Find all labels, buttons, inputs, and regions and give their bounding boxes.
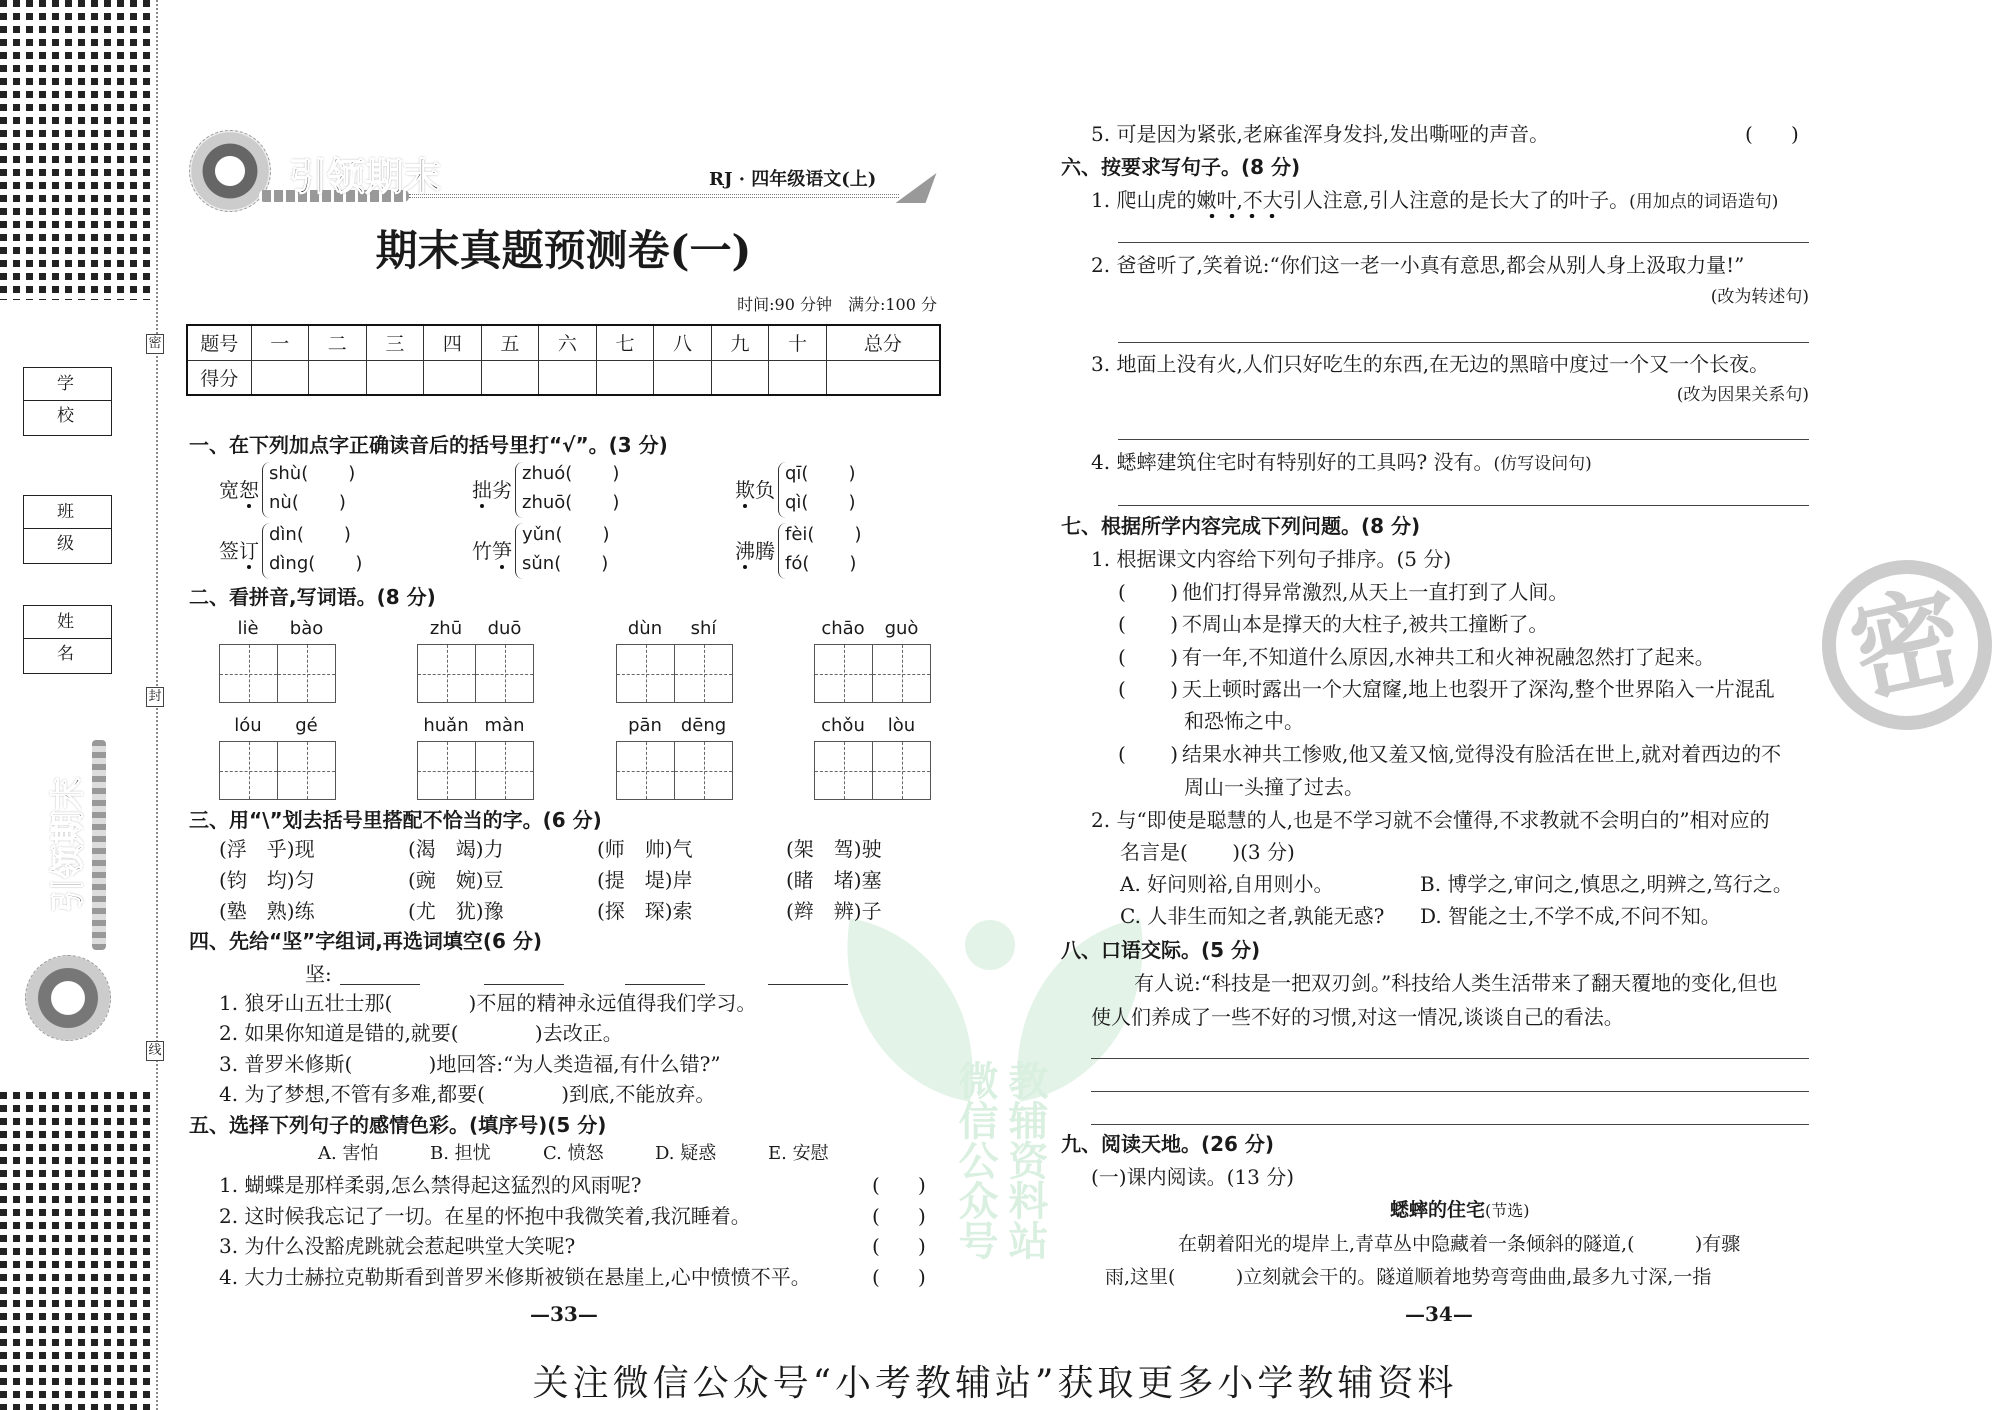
stamp-text: 密 (1839, 570, 1975, 720)
name-field[interactable] (23, 605, 112, 674)
emphasis-dots (1202, 214, 1282, 218)
order-item: 有一年,不知道什么原因,水神共工和火神祝融忽然打了起来。 (1182, 645, 1715, 669)
dotted-char: 沸 (735, 539, 755, 563)
pinyin-option[interactable]: sǔn( ) (522, 553, 609, 574)
emotion-item: 1. 蝴蝶是那样柔弱,怎么禁得起这猛烈的风雨呢? (219, 1173, 642, 1197)
section-7-title: 七、根据所学内容完成下列问题。(8 分) (1061, 514, 1421, 538)
section-5-title: 五、选择下列句子的感情色彩。(填序号)(5 分) (189, 1113, 607, 1137)
score-cell[interactable] (366, 360, 424, 395)
sentence-text: 4. 蟋蟀建筑住宅时有特别好的工具吗? 没有。 (1091, 450, 1494, 474)
sidebar-logo (40, 740, 120, 1040)
emotion-option: C. 愤怒 (543, 1143, 604, 1164)
choice-b: B. 博学之,审问之,慎思之,明辨之,笃行之。 (1420, 872, 1793, 896)
section-9-title: 九、阅读天地。(26 分) (1061, 1132, 1275, 1156)
emotion-option: D. 疑惑 (655, 1143, 717, 1164)
section-6-title: 六、按要求写句子。(8 分) (1061, 155, 1301, 179)
score-cell[interactable] (769, 360, 827, 395)
question-7-2-cont: 名言是( )(3 分) (1120, 840, 1295, 864)
pinyin-option[interactable]: shù( ) (269, 463, 356, 484)
pinyin-syllable: chāo (821, 618, 865, 639)
emotion-item: 5. 可是因为紧张,老麻雀浑身发抖,发出嘶哑的声音。 (1091, 122, 1550, 146)
dotted-char: 欺 (735, 478, 755, 502)
sentence-text: 3. 地面上没有火,人们只好吃生的东西,在无边的黑暗中度过一个又一个长夜。 (1091, 352, 1770, 376)
col-header: 七 (596, 325, 654, 360)
order-paren[interactable]: ( ) (1118, 580, 1179, 604)
order-item: 不周山本是撑天的大柱子,被共工撞断了。 (1182, 612, 1549, 636)
answer-line[interactable] (1118, 439, 1809, 440)
class-label: 班 级 (24, 496, 111, 529)
exam-title: 期末真题预测卷(一) (375, 226, 752, 275)
pinyin-syllable: bào (289, 618, 324, 639)
order-paren[interactable]: ( ) (1118, 612, 1179, 636)
pinyin-word (472, 478, 512, 502)
fill-item: 1. 狼牙山五壮士那( )不屈的精神永远值得我们学习。 (219, 991, 757, 1015)
pinyin-option[interactable]: nù( ) (269, 492, 346, 513)
writing-grid[interactable] (814, 644, 931, 703)
answer-blank[interactable] (340, 984, 420, 985)
emotion-item: 3. 为什么没豁虎跳就会惹起哄堂大笑呢? (219, 1234, 576, 1258)
seal-mark-mi: 密 (146, 334, 164, 354)
answer-line[interactable] (1118, 342, 1809, 343)
pinyin-option[interactable]: fèi( ) (785, 524, 862, 545)
order-paren[interactable]: ( ) (1118, 677, 1179, 701)
order-item: 天上顿时露出一个大窟窿,地上也裂开了深沟,整个世界陷入一片混乱 (1182, 677, 1775, 701)
answer-line[interactable] (1118, 505, 1809, 506)
char-pair-item[interactable]: (渴 竭)力 (408, 837, 504, 861)
pinyin-syllable: gé (295, 715, 318, 736)
pinyin-syllable: duō (487, 618, 522, 639)
order-paren[interactable]: ( ) (1118, 742, 1179, 766)
fill-item: 3. 普罗米修斯( )地回答:“为人类造福,有什么错?” (219, 1052, 721, 1076)
section-4-title: 四、先给“坚”字组词,再选词填空(6 分) (189, 929, 543, 953)
answer-blank[interactable] (625, 984, 705, 985)
writing-grid[interactable] (417, 644, 534, 703)
writing-grid[interactable] (616, 741, 733, 800)
col-header: 五 (481, 325, 539, 360)
score-header-row (187, 325, 940, 360)
fill-item: 4. 为了梦想,不管有多难,都要( )到底,不能放弃。 (219, 1082, 716, 1106)
pinyin-syllable: zhū (429, 618, 463, 639)
grid-cell[interactable] (815, 645, 873, 702)
word-char: 宽 (219, 478, 239, 502)
prompt-line: 使人们养成了一些不好的习惯,对这一情况,谈谈自己的看法。 (1091, 1005, 1624, 1029)
passage-line: 在朝着阳光的堤岸上,青草丛中隐藏着一条倾斜的隧道,( )有骤 (1178, 1233, 1741, 1255)
pinyin-syllable: shí (690, 618, 717, 639)
answer-paren[interactable]: ( ) (1745, 122, 1799, 146)
pinyin-syllable: lòu (887, 715, 916, 736)
char-pair-item[interactable]: (架 驾)驶 (786, 837, 882, 861)
watermark-line1: 微信公众号 (952, 1060, 998, 1260)
grid-cell[interactable] (476, 645, 533, 702)
seal-mark-xian: 线 (146, 1041, 164, 1061)
pinyin-option[interactable]: dìng( ) (269, 553, 363, 574)
col-header: 九 (711, 325, 769, 360)
sentence-text: 2. 爸爸听了,笑着说:“你们这一老一小真有意思,都会从别人身上汲取力量!” (1091, 253, 1745, 277)
answer-paren[interactable]: ( ) (872, 1173, 926, 1197)
exam-meta: 时间:90 分钟 满分:100 分 (737, 295, 937, 314)
score-cell[interactable] (654, 360, 712, 395)
passage-note: (节选) (1485, 1201, 1530, 1220)
pinyin-word (735, 478, 775, 502)
col-header: 总分 (826, 325, 940, 360)
answer-blank[interactable] (484, 984, 564, 985)
char-pair-item[interactable]: (辫 辨)子 (786, 899, 882, 923)
col-header: 六 (539, 325, 597, 360)
word-char: 劣 (492, 478, 512, 502)
pinyin-word (219, 478, 259, 502)
emblem-icon (189, 130, 271, 212)
score-cell[interactable] (596, 360, 654, 395)
score-cell[interactable] (826, 360, 940, 395)
dotted-char: 笋 (492, 539, 512, 563)
answer-line[interactable] (1091, 1124, 1809, 1125)
section-8-title: 八、口语交际。(5 分) (1061, 938, 1261, 962)
emotion-option: E. 安慰 (768, 1143, 829, 1164)
grid-cell[interactable] (418, 742, 476, 799)
paper-plane-icon (896, 173, 937, 203)
writing-grid[interactable] (814, 741, 931, 800)
order-item-cont: 周山一头撞了过去。 (1184, 775, 1364, 799)
seal-mark-feng: 封 (146, 687, 164, 707)
pinyin-word (735, 539, 775, 563)
sentence-hint: (用加点的词语造句) (1629, 192, 1779, 212)
char-pair-item[interactable]: (钧 均)匀 (219, 868, 315, 892)
score-cell[interactable] (481, 360, 539, 395)
grid-cell[interactable] (617, 742, 675, 799)
series-label: RJ · 四年级语文(上) (709, 169, 877, 190)
emotion-option: B. 担忧 (430, 1143, 491, 1164)
score-cell[interactable] (424, 360, 482, 395)
answer-line[interactable] (1091, 1091, 1809, 1092)
watermark-line2: 教辅资料站 (1002, 1060, 1048, 1260)
page-number-right: —34— (1405, 1302, 1473, 1326)
word-char: 负 (755, 478, 775, 502)
dotted-char: 拙 (472, 478, 492, 502)
passage-line: 雨,这里( )立刻就会干的。隧道顺着地势弯弯曲曲,最多九寸深,一指 (1105, 1266, 1712, 1288)
score-cell[interactable] (251, 360, 309, 395)
pinyin-word (219, 539, 259, 563)
fill-item: 2. 如果你知道是错的,就要( )去改正。 (219, 1021, 623, 1045)
page-number-left: —33— (530, 1302, 598, 1326)
char-pair-item[interactable]: (探 琛)索 (597, 899, 693, 923)
pinyin-option[interactable]: fó( ) (785, 553, 857, 574)
char-pair-item[interactable]: (尤 犹)豫 (408, 899, 504, 923)
sentence-item (1091, 188, 1778, 214)
col-header: 四 (424, 325, 482, 360)
pinyin-option[interactable]: yǔn( ) (522, 524, 610, 545)
sidebar-logo-text: 引领期末 (48, 776, 89, 913)
pinyin-option[interactable]: zhuó( ) (522, 463, 620, 484)
col-header: 十 (769, 325, 827, 360)
question-7-2: 2. 与“即使是聪慧的人,也是不学习就不会懂得,不求教就不会明白的”相对应的 (1091, 808, 1770, 832)
pinyin-syllable: pān (628, 715, 662, 736)
reading-subtitle: (一)课内阅读。(13 分) (1091, 1165, 1295, 1189)
emotion-item: 4. 大力士赫拉克勒斯看到普罗米修斯被锁在悬崖上,心中愤愤不平。 (219, 1265, 811, 1289)
grid-cell[interactable] (278, 645, 335, 702)
question-7-1: 1. 根据课文内容给下列句子排序。(5 分) (1091, 547, 1452, 571)
answer-paren[interactable]: ( ) (872, 1265, 926, 1289)
emblem-icon (25, 955, 111, 1041)
pinyin-option[interactable]: qī( ) (785, 463, 856, 484)
grid-cell[interactable] (220, 742, 278, 799)
sentence-item (1091, 450, 1592, 476)
char-pair-item[interactable]: (提 堤)岸 (597, 868, 693, 892)
brand-title: 引领期末 (289, 155, 442, 199)
confidential-stamp (1806, 544, 2000, 746)
answer-line[interactable] (1118, 242, 1809, 243)
word-char: 竹 (472, 539, 492, 563)
writing-grid[interactable] (616, 644, 733, 703)
perforation-top (0, 0, 150, 300)
grid-cell[interactable] (278, 742, 335, 799)
pinyin-syllable: guò (884, 618, 919, 639)
pinyin-word (472, 539, 512, 563)
order-item-cont: 和恐怖之中。 (1184, 709, 1304, 733)
writing-grid[interactable] (219, 741, 336, 800)
emotion-item: 2. 这时候我忘记了一切。在星的怀抱中我微笑着,我沉睡着。 (219, 1204, 751, 1228)
sentence-hint: (改为转述句) (1710, 287, 1809, 307)
pinyin-syllable: lóu (234, 715, 262, 736)
pinyin-syllable: dēng (680, 715, 727, 736)
grid-cell[interactable] (418, 645, 476, 702)
grid-cell[interactable] (675, 645, 732, 702)
answer-line[interactable] (1091, 1058, 1809, 1059)
school-label: 学 校 (24, 368, 111, 401)
sentence-hint: (改为因果关系句) (1676, 385, 1809, 405)
score-table (186, 324, 941, 396)
sentence-text: 1. 爬山虎的嫩叶,不大引人注意,引人注意的是长大了的叶子。 (1091, 188, 1630, 212)
section-1-title: 一、在下列加点字正确读音后的括号里打“√”。(3 分) (189, 433, 668, 457)
dotted-char: 订 (239, 539, 259, 563)
passage-title (1390, 1198, 1530, 1223)
writing-grid[interactable] (417, 741, 534, 800)
col-header: 八 (654, 325, 712, 360)
choice-d: D. 智能之士,不学不成,不问不知。 (1420, 904, 1721, 928)
footer-promo: 关注微信公众号“小考教辅站”获取更多小学教辅资料 (532, 1363, 1458, 1404)
grid-cell[interactable] (476, 742, 533, 799)
order-item: 他们打得异常激烈,从天上一直打到了人间。 (1182, 580, 1569, 604)
char-pair-item[interactable]: (塾 熟)练 (219, 899, 315, 923)
pinyin-syllable: màn (484, 715, 525, 736)
score-row (187, 360, 940, 395)
word-char: 腾 (755, 539, 775, 563)
answer-blank[interactable] (768, 984, 848, 985)
prompt-line: 有人说:“科技是一把双刃剑。”科技给人类生活带来了翻天覆地的变化,但也 (1134, 971, 1778, 995)
order-paren[interactable]: ( ) (1118, 645, 1179, 669)
grid-cell[interactable] (675, 742, 732, 799)
answer-paren[interactable]: ( ) (872, 1234, 926, 1258)
choice-c: C. 人非生而知之者,孰能无惑? (1120, 904, 1385, 928)
grid-cell[interactable] (873, 645, 930, 702)
sentence-hint: (仿写设问句) (1493, 454, 1592, 474)
char-pair-item[interactable]: (师 帅)气 (597, 837, 693, 861)
emotion-option: A. 害怕 (318, 1143, 379, 1164)
section-2-title: 二、看拼音,写词语。(8 分) (189, 585, 436, 609)
pinyin-syllable: huǎn (423, 715, 469, 736)
grid-cell[interactable] (873, 742, 930, 799)
char-pair-item[interactable]: (睹 堵)塞 (786, 868, 882, 892)
grid-cell[interactable] (220, 645, 278, 702)
row-label: 题号 (187, 325, 251, 360)
section-3-title: 三、用“\”划去括号里搭配不恰当的字。(6 分) (189, 808, 602, 832)
score-cell[interactable] (309, 360, 367, 395)
row-label: 得分 (187, 360, 251, 395)
header-banner (189, 128, 931, 210)
school-field[interactable] (23, 367, 112, 436)
class-field[interactable] (23, 495, 112, 564)
word-char: 签 (219, 539, 239, 563)
score-cell[interactable] (711, 360, 769, 395)
name-label: 姓 名 (24, 606, 111, 639)
col-header: 二 (309, 325, 367, 360)
jian-prefix: 坚: (305, 962, 332, 986)
passage-title-text: 蟋蟀的住宅 (1390, 1199, 1486, 1221)
dotted-char: 恕 (239, 478, 259, 502)
pinyin-syllable: liè (237, 618, 259, 639)
col-header: 三 (366, 325, 424, 360)
answer-paren[interactable]: ( ) (872, 1204, 926, 1228)
order-item: 结果水神共工惨败,他又羞又恼,觉得没有脸活在世上,就对着西边的不 (1182, 742, 1782, 766)
pinyin-syllable: chǒu (821, 715, 865, 736)
col-header: 一 (251, 325, 309, 360)
writing-grid[interactable] (219, 644, 336, 703)
pinyin-option[interactable]: qì( ) (785, 492, 856, 513)
pinyin-syllable: dùn (627, 618, 663, 639)
pinyin-option[interactable]: dìn( ) (269, 524, 351, 545)
pinyin-option[interactable]: zhuō( ) (522, 492, 620, 513)
score-cell[interactable] (539, 360, 597, 395)
char-pair-item[interactable]: (浮 乎)现 (219, 837, 315, 861)
char-pair-item[interactable]: (豌 婉)豆 (408, 868, 504, 892)
choice-a: A. 好问则裕,自用则小。 (1120, 872, 1334, 896)
grid-cell[interactable] (617, 645, 675, 702)
grid-cell[interactable] (815, 742, 873, 799)
